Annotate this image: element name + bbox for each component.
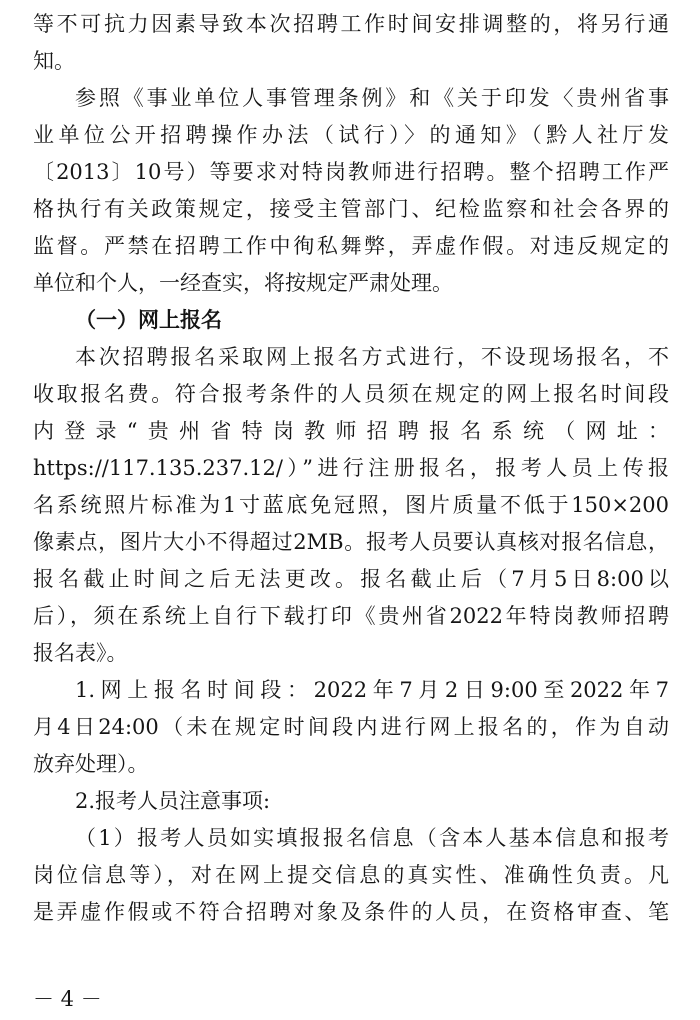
text-line: 格执行有关政策规定，接受主管部门、纪检监察和社会各界的: [33, 197, 669, 221]
text-line: 监督。严禁在招聘工作中徇私舞弊，弄虚作假。对违反规定的: [33, 234, 669, 258]
text-line: 单位和个人，一经查实，将按规定严肃处理。: [33, 271, 453, 295]
text-line: 像素点，图片大小不得超过2MB。报考人员要认真核对报名信息，: [33, 530, 669, 554]
text-line: 业单位公开招聘操作办法（试行）〉的通知》（黔人社厅发: [33, 123, 669, 147]
text-line: https://117.135.237.12/）”进行注册报名，报考人员上传报: [33, 456, 669, 480]
text-line: 月4日24:00（未在规定时间段内进行网上报名的，作为自动: [33, 715, 669, 739]
text-line: 报名表》。: [33, 641, 128, 665]
text-line: 名系统照片标准为1寸蓝底免冠照，图片质量不低于150×200: [33, 493, 669, 517]
text-line: 知。: [33, 49, 75, 73]
text-line: 等不可抗力因素导致本次招聘工作时间安排调整的，将另行通: [33, 12, 669, 36]
text-line: 参照《事业单位人事管理条例》和《关于印发〈贵州省事: [75, 86, 669, 110]
text-line: 内登录“贵州省特岗教师招聘报名系统（网址：: [33, 419, 669, 443]
text-line: （1）报考人员如实填报报名信息（含本人基本信息和报考: [75, 826, 669, 850]
page-number: － 4 －: [33, 987, 102, 1011]
text-line: 〔2013〕10号）等要求对特岗教师进行招聘。整个招聘工作严: [33, 160, 669, 184]
text-line: 收取报名费。符合报考条件的人员须在规定的网上报名时间段: [33, 382, 669, 406]
section-heading: （一）网上报名: [75, 308, 222, 332]
document-body: [33, 6, 669, 931]
text-line: 1.网上报名时间段：2022年7月2日9:00至2022年7: [75, 678, 669, 702]
text-line: 岗位信息等），对在网上提交信息的真实性、准确性负责。凡: [33, 863, 669, 887]
text-line: 报名截止时间之后无法更改。报名截止后（7月5日8:00以: [33, 567, 669, 591]
text-line: 后），须在系统上自行下载打印《贵州省2022年特岗教师招聘: [33, 604, 669, 628]
text-line: 2.报考人员注意事项:: [75, 789, 271, 813]
text-line: 本次招聘报名采取网上报名方式进行，不设现场报名，不: [75, 345, 669, 369]
text-line: 是弄虚作假或不符合招聘对象及条件的人员，在资格审查、笔: [33, 900, 669, 924]
text-line: 放弃处理）。: [33, 752, 149, 776]
